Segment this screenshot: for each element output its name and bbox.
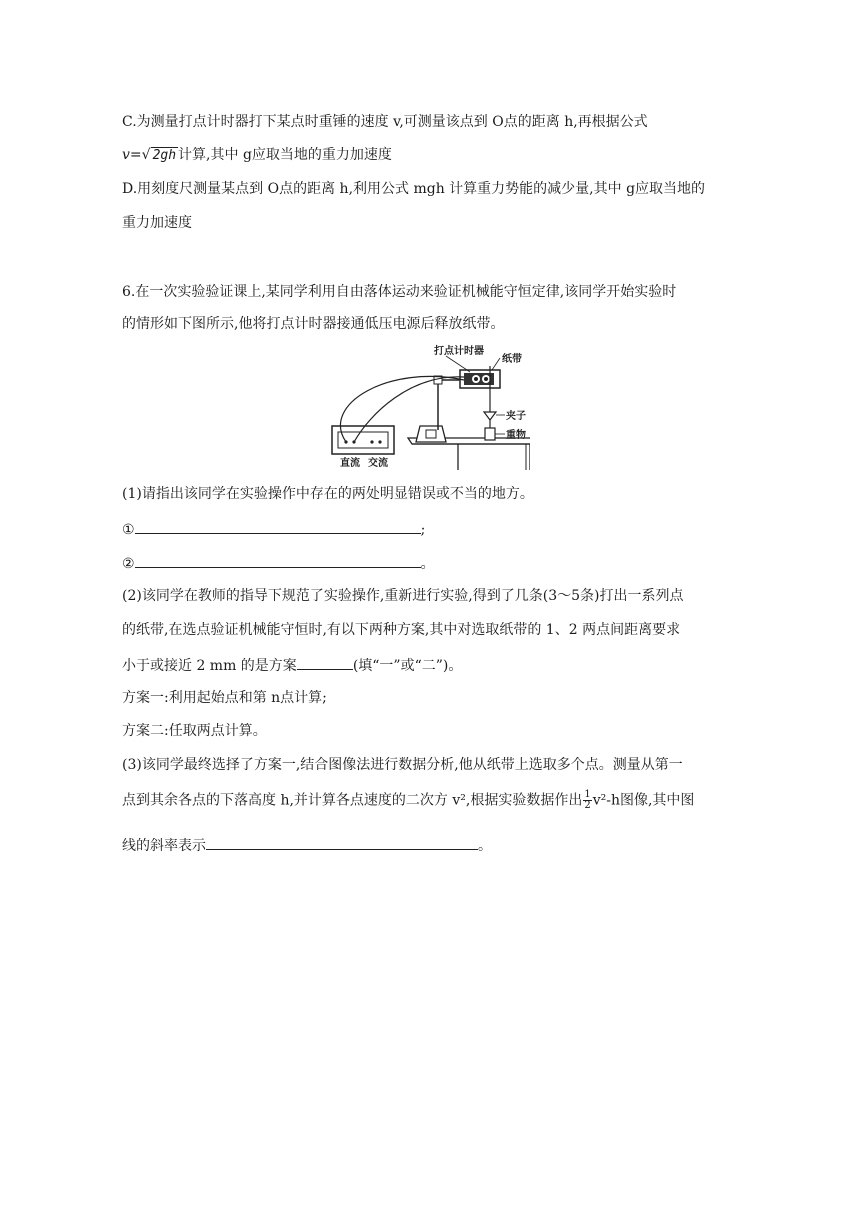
option-c-line-2 [122,145,392,166]
slope-answer-blank[interactable] [206,834,478,850]
answer-2-suffix: 。 [420,556,435,572]
weight [485,428,495,440]
q6-part3-line-2-b: v²-h图像,其中图 [592,792,695,809]
q6-intro-2: 的情形如下图所示,他将打点计时器接通低压电源后释放纸带。 [122,316,505,332]
answer-2-marker: ② [122,556,135,572]
q6-part3-line-3-end: 。 [478,838,492,854]
fraction-denominator: 2 [584,800,591,811]
plan-1: 方案一:利用起始点和第 n点计算; [122,690,327,706]
table [408,438,530,470]
option-d-line-2: 重力加速度 [122,215,192,231]
answer-1-marker: ① [122,522,135,538]
q6-part2-line-3 [122,654,462,676]
option-c-line-2-rest: 计算,其中 g应取当地的重力加速度 [178,147,392,163]
apparatus-figure [330,344,530,470]
answer-1-blank[interactable] [135,518,421,534]
tape-label: 纸带 [502,354,522,365]
clip [484,412,496,420]
q6-part2-line-3-a: 小于或接近 2 mm 的是方案 [122,658,297,674]
q6-part3-line-3-a: 线的斜率表示 [122,838,206,854]
q6-part2-line-1: (2)该同学在教师的指导下规范了实验操作,重新进行实验,得到了几条(3～5条)打出一系列点 [122,588,684,604]
q6-part2-line-2: 的纸带,在选点验证机械能守恒时,有以下两种方案,其中对选取纸带的 1、2 两点间距离要求 [122,622,681,638]
q6-part3-line-2 [122,790,694,811]
fraction-numerator: 1 [584,789,591,800]
timer [460,370,500,388]
sqrt-formula: √ 2gh [141,147,177,163]
q6-part1: (1)请指出该同学在实验操作中存在的两处明显错误或不当的地方。 [122,486,534,502]
option-d-line-1: D.用刻度尺测量某点到 O点的距离 h,利用公式 mgh 计算重力势能的减少量,其中 g应取当地的 [122,181,706,197]
q6-part3-line-1: (3)该同学最终选择了方案一,结合图像法进行数据分析,他从纸带上选取多个点。测量从第一 [122,757,683,773]
q6-part3-line-2-a: 点到其余各点的下落高度 h,并计算各点速度的二次方 v²,根据实验数据作出 [122,792,583,809]
q6-part3-line-3 [122,834,492,856]
q6-part2-line-3-b: (填“一”或“二”)。 [352,658,463,674]
formula-v: v= [122,147,142,163]
q6-intro-1: 6.在一次实验验证课上,某同学利用自由落体运动来验证机械能守恒定律,该同学开始实验时 [122,284,677,300]
answer-2-blank[interactable] [135,552,421,568]
stand-base [416,426,446,442]
weight-label: 重物 [506,430,526,441]
answer-1-suffix: ; [420,522,426,538]
fraction-half [583,790,591,811]
plan-answer-blank[interactable] [297,654,353,670]
timer-label: 打点计时器 [434,346,484,357]
plan-2: 方案二:任取两点计算。 [122,723,267,739]
option-c-line-1: C.为测量打点计时器打下某点时重锤的速度 v,可测量该点到 O点的距离 h,再根据公式 [122,114,648,130]
answer-line-2 [122,552,435,574]
ac-label: 交流 [368,458,388,469]
sqrt-body: 2gh [152,148,177,163]
dc-label: 直流 [340,458,360,469]
answer-line-1 [122,518,425,540]
clip-label: 夹子 [506,411,526,422]
